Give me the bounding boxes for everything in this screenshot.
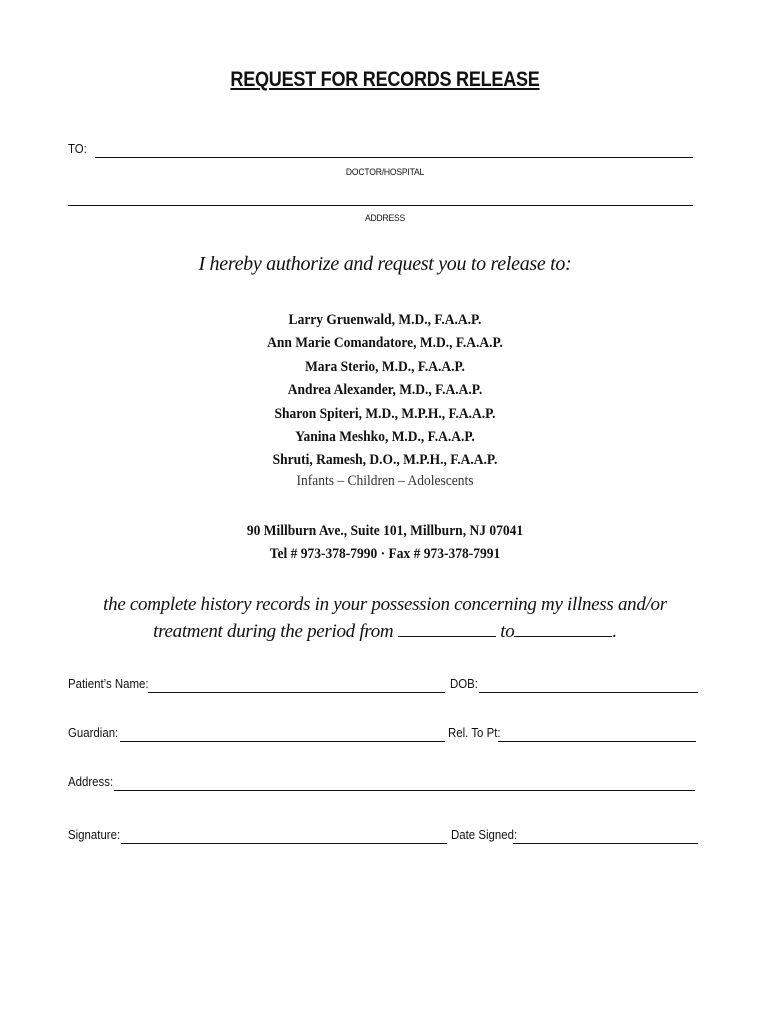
recipient-address-line[interactable] [68, 205, 693, 206]
practice-phone-fax: Tel # 973-378-7990 · Fax # 973-378-7991 [269, 546, 501, 562]
doctor-hospital-caption: DOCTOR/HOSPITAL [345, 167, 425, 178]
doctor-name: Mara Sterio, M.D., F.A.A.P. [305, 358, 465, 375]
doctor-name: Larry Gruenwald, M.D., F.A.A.P. [288, 312, 482, 328]
patient-name-field[interactable] [148, 692, 445, 693]
guardian-label: Guardian: [68, 725, 119, 740]
dob-label: DOB: [450, 676, 478, 691]
form-title: REQUEST FOR RECORDS RELEASE [230, 68, 540, 91]
rel-to-pt-label: Rel. To Pt: [448, 725, 501, 740]
doctor-name: Sharon Spiteri, M.D., M.P.H., F.A.A.P. [274, 405, 496, 422]
practice-specialty: Infants – Children – Adolescents [296, 473, 474, 489]
patient-address-label: Address: [68, 774, 114, 789]
signature-label: Signature: [68, 827, 121, 842]
date-signed-field[interactable] [513, 843, 698, 844]
to-label: TO: [68, 141, 87, 156]
address-caption: ADDRESS [364, 213, 406, 224]
date-signed-label: Date Signed: [451, 827, 518, 842]
doctor-list [0, 309, 770, 473]
history-line-1: the complete history records in your possession concerning my illness and/or [103, 594, 667, 615]
period-end-text: . [612, 621, 617, 642]
guardian-field[interactable] [120, 741, 445, 742]
doctor-hospital-line[interactable] [95, 157, 693, 158]
practice-contact [0, 520, 770, 566]
patient-address-field[interactable] [114, 790, 695, 791]
period-from-text: treatment during the period from [153, 621, 394, 642]
dob-field[interactable] [479, 692, 698, 693]
guardian-row [68, 725, 698, 745]
doctor-name: Yanina Meshko, M.D., F.A.A.P. [295, 429, 475, 446]
signature-row [68, 827, 698, 847]
period-to-text: to [500, 621, 515, 642]
doctor-name: Ann Marie Comandatore, M.D., F.A.A.P. [267, 335, 503, 352]
period-from-blank[interactable] [398, 622, 496, 637]
practice-address: 90 Millburn Ave., Suite 101, Millburn, NJ 07041 [246, 523, 524, 539]
signature-field[interactable] [121, 843, 447, 844]
authorize-statement: I hereby authorize and request you to release to: [198, 253, 572, 275]
patient-name-row [68, 676, 698, 696]
patient-address-row [68, 774, 698, 794]
doctor-name: Andrea Alexander, M.D., F.A.A.P. [287, 382, 483, 399]
history-line-2 [0, 618, 770, 645]
history-statement [0, 591, 770, 645]
to-field [68, 141, 693, 161]
period-to-blank[interactable] [514, 622, 612, 637]
patient-name-label: Patient’s Name: [68, 676, 149, 691]
doctor-name: Shruti, Ramesh, D.O., M.P.H., F.A.A.P. [272, 452, 498, 469]
rel-to-pt-field[interactable] [498, 741, 696, 742]
